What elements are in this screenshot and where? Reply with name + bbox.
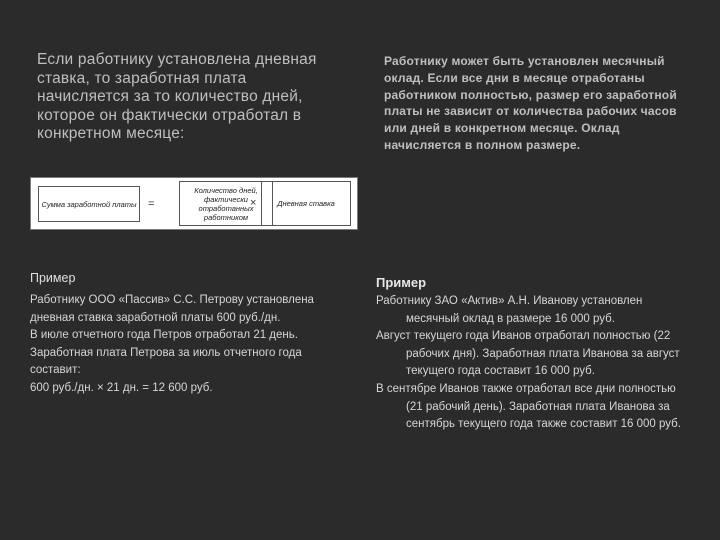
left-heading: Если работнику установлена дневная ставка, то заработная плата начисляется за то количество дней, которое он фактически отработал в конкретном месяце: (37, 51, 317, 142)
left-example-line: Работнику ООО «Пассив» С.С. Петрову установлена (30, 294, 314, 306)
right-example-body (376, 293, 686, 434)
formula-box-salary: Сумма заработной платы (38, 186, 140, 222)
left-example-line: Заработная плата Петрова за июль отчетного года (30, 346, 302, 359)
right-example-paragraph: В сентябре Иванов также отработал все дни полностью (21 рабочий день). Заработная плата Иванова за сентябрь текущего года также составит 16 000 руб. (376, 382, 681, 431)
left-example-body (30, 292, 350, 398)
formula-multiply: × (250, 197, 257, 209)
right-example-paragraph: Работнику ЗАО «Актив» А.Н. Иванову установлен месячный оклад в размере 16 000 руб. (376, 295, 643, 325)
formula-box-rate: Дневная ставка (261, 181, 351, 226)
right-example-paragraph: Август текущего года Иванов отработал полностью (22 рабочих дня). Заработная плата Иванова за август текущего года составит 16 000 руб. (376, 330, 680, 378)
left-example-line: дневная ставка заработной платы 600 руб./дн. (30, 311, 281, 324)
left-example-title: Пример (30, 271, 76, 285)
left-example-line: 600 руб./дн. × 21 дн. = 12 600 руб. (30, 381, 213, 394)
salary-formula (30, 177, 358, 230)
right-example-title: Пример (376, 275, 427, 290)
left-example-line: В июле отчетного года Петров отработал 21 день. (30, 329, 298, 342)
formula-equals: = (148, 198, 155, 210)
formula-box-days: Количество дней, фактически отработанных работником (179, 181, 273, 226)
right-heading: Работнику может быть установлен месячный оклад. Если все дни в месяце отработаны работником полностью, размер его заработной платы не зависит от количества рабочих часов или дней в конкретном месяце. Оклад начисляется в полном размере. (384, 54, 677, 152)
left-example-line: составит: (30, 364, 81, 377)
